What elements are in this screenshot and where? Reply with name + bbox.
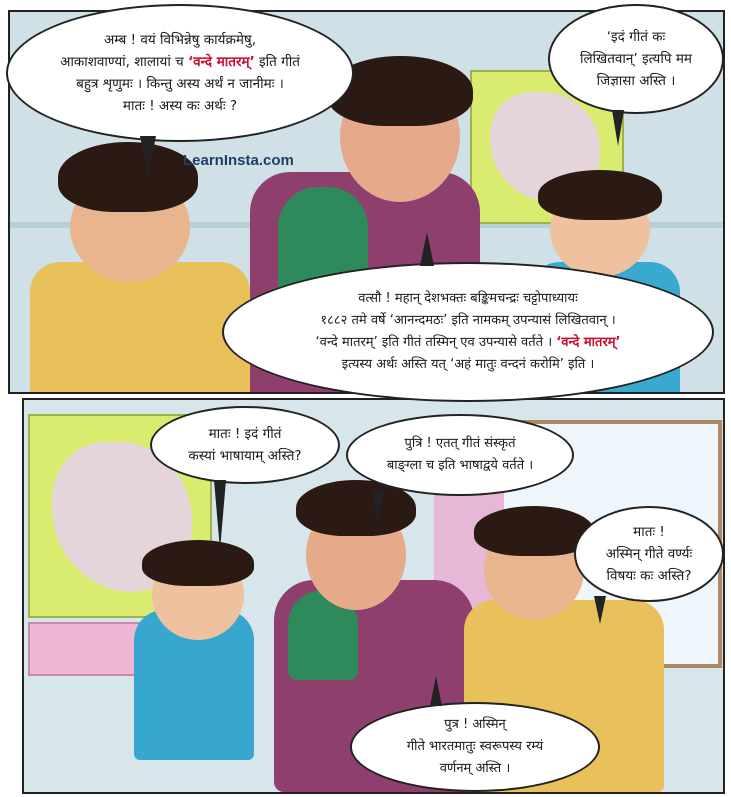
bubble-line: अम्ब ! वयं विभिन्नेषु कार्यक्रमेषु,: [103, 32, 257, 48]
bubble-line: मातः !: [633, 524, 665, 540]
bubble-line: जिज्ञासा अस्ति ।: [596, 73, 676, 89]
bubble-line: [316, 332, 621, 354]
bubble-line: कस्यां भाषायाम् अस्ति?: [188, 448, 302, 464]
bubble-line: १८८२ तमे वर्षे ‘आनन्दमठः’ इति नामकम् उपन्यासं लिखितवान् ।: [320, 313, 616, 328]
bubble-line: मातः ! इदं गीतं: [208, 426, 282, 442]
bubble-text: आकाशवाण्यां, शालायां च: [60, 54, 189, 70]
bubble-tail: [612, 110, 624, 146]
highlighted-song-title: ‘वन्दे मातरम्’: [556, 335, 621, 350]
bubble-line: बहुत्र शृणुमः । किन्तु अस्य अर्थं न जानीमः ।: [76, 76, 284, 92]
bubble-tail: [430, 676, 442, 706]
speech-bubble-son-subject-question: [574, 506, 724, 602]
highlighted-song-title: ‘वन्दे मातरम्’: [188, 54, 255, 70]
watermark-text: LearnInsta.com: [183, 152, 294, 169]
bubble-tail: [140, 136, 156, 176]
girl-hair: [142, 540, 254, 586]
bubble-line: पुत्रि ! एतत् गीतं संस्कृतं: [404, 436, 516, 451]
bubble-text: इति गीतं: [254, 54, 300, 70]
speech-bubble-daughter-language-question: [150, 406, 340, 484]
bubble-tail: [214, 480, 226, 550]
speech-bubble-mother-explanation: [222, 262, 714, 402]
speech-bubble-mother-subject-answer: [350, 702, 600, 792]
bubble-line: इत्यस्य अर्थः अस्ति यत् ‘अहं मातुः वन्दनं करोमि’ इति ।: [341, 357, 595, 372]
speech-bubble-daughter-question: [548, 4, 724, 114]
girl-hair: [538, 170, 662, 220]
bubble-tail: [372, 490, 384, 524]
bubble-line: मातः ! अस्य कः अर्थः ?: [122, 98, 238, 114]
bubble-tail: [420, 232, 434, 266]
boy-figure: [30, 262, 250, 394]
bubble-line: ‘इदं गीतं कः: [606, 29, 666, 45]
boy-hair: [58, 142, 198, 212]
bubble-line: पुत्र ! अस्मिन्: [444, 717, 506, 732]
bubble-line: बाङ्ग्ला च इति भाषाद्वये वर्तते ।: [386, 458, 534, 473]
speech-bubble-mother-language-answer: [346, 414, 574, 496]
bubble-line: विषयः कः अस्ति?: [606, 568, 692, 584]
bubble-line: [60, 51, 300, 73]
bubble-line: गीते भारतमातुः स्वरूपस्य रम्यं: [406, 739, 544, 754]
bubble-tail: [594, 596, 606, 624]
bubble-line: वत्सौ ! महान् देशभक्तः बङ्किमचन्द्रः चट्टोपाध्यायः: [358, 291, 578, 306]
bubble-line: वर्णनम् अस्ति ।: [439, 761, 511, 776]
bubble-text: ‘वन्दे मातरम्’ इति गीतं तस्मिन् एव उपन्यासे वर्तते ।: [315, 335, 557, 350]
bubble-line: अस्मिन् गीते वर्ण्यः: [605, 546, 693, 562]
bubble-line: लिखितवान्’ इत्यपि मम: [580, 51, 692, 67]
speech-bubble-son-question: [6, 4, 354, 142]
